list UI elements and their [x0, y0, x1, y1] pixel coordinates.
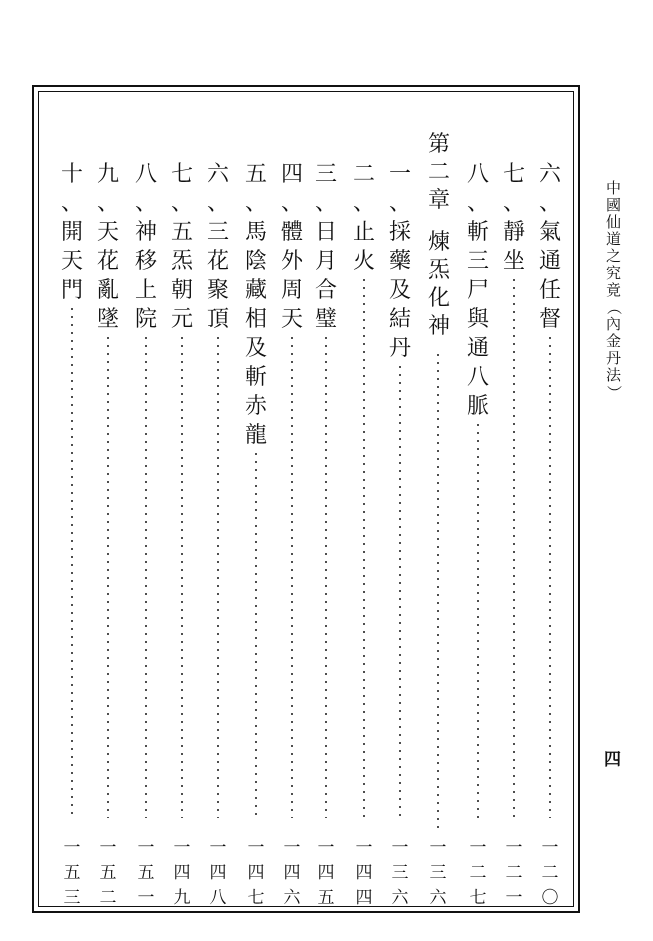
toc-char: 斬 — [467, 220, 490, 245]
dot-leader — [145, 334, 147, 818]
toc-page-number — [63, 836, 81, 911]
toc-char: 八 — [467, 365, 490, 390]
page-digit: 八 — [209, 888, 227, 908]
toc-entry-title — [389, 160, 411, 363]
toc-char: 相 — [245, 307, 268, 332]
toc-page-number — [137, 836, 155, 911]
page-digit: 四 — [247, 863, 265, 883]
toc-page-number — [283, 836, 301, 911]
running-title-char: 國 — [606, 196, 622, 214]
page-digit: 四 — [173, 863, 191, 883]
page-digit: 一 — [99, 838, 117, 858]
toc-char: 氣 — [539, 220, 562, 245]
toc-char: 一 — [389, 162, 412, 187]
chapter-title-char: 神 — [428, 314, 451, 339]
toc-entry-title — [353, 160, 375, 276]
toc-entry[interactable] — [135, 160, 157, 818]
page-digit: 二 — [99, 888, 117, 908]
toc-char: 墜 — [97, 307, 120, 332]
toc-char: 天 — [97, 220, 120, 245]
toc-char: 三 — [315, 162, 338, 187]
chapter-dot-leader — [437, 351, 439, 828]
toc-char: 合 — [315, 278, 338, 303]
toc-char: 火 — [353, 249, 376, 274]
dot-leader — [255, 450, 257, 818]
toc-char: 六 — [207, 162, 230, 187]
toc-char: 花 — [97, 249, 120, 274]
chapter-heading — [428, 131, 450, 341]
toc-char: 止 — [353, 220, 376, 245]
page-digit: 七 — [247, 888, 265, 908]
chapter-title-char: 煉 — [428, 230, 451, 255]
running-title-char: 金 — [606, 332, 622, 350]
toc-char: 移 — [135, 249, 158, 274]
toc-entry-title — [281, 160, 303, 334]
page-number: 四 — [604, 750, 621, 770]
toc-char: 、 — [245, 191, 268, 216]
page-digit: 一 — [505, 838, 523, 858]
toc-char: 亂 — [97, 278, 120, 303]
page-digit: 四 — [209, 863, 227, 883]
running-title-char: （ — [605, 299, 624, 316]
toc-char: 、 — [135, 191, 158, 216]
toc-entry[interactable] — [467, 160, 489, 818]
toc-page-number — [355, 836, 373, 911]
toc-entry[interactable] — [245, 160, 267, 818]
dot-leader — [549, 334, 551, 818]
dot-leader — [513, 276, 515, 818]
page-digit: 五 — [137, 863, 155, 883]
page-digit: 五 — [99, 863, 117, 883]
toc-char: 天 — [61, 249, 84, 274]
toc-char: 、 — [353, 191, 376, 216]
toc-page-number — [505, 836, 523, 911]
toc-char: 八 — [135, 162, 158, 187]
running-title — [605, 179, 624, 401]
page-digit: 一 — [469, 838, 487, 858]
running-title-char: ） — [605, 384, 624, 401]
toc-char: 坐 — [503, 249, 526, 274]
toc-char: 斬 — [245, 365, 268, 390]
toc-char: 日 — [315, 220, 338, 245]
toc-char: 三 — [207, 220, 230, 245]
page-digit: 二 — [469, 863, 487, 883]
page-digit: 一 — [317, 838, 335, 858]
page-digit: 一 — [173, 838, 191, 858]
page-digit: 四 — [283, 863, 301, 883]
chapter-title-char: 化 — [428, 286, 451, 311]
page-digit: 一 — [355, 838, 373, 858]
toc-char: 六 — [539, 162, 562, 187]
toc-char: 院 — [135, 307, 158, 332]
toc-char: 門 — [61, 278, 84, 303]
page-digit: 一 — [63, 838, 81, 858]
dot-leader — [325, 334, 327, 818]
toc-char: 、 — [171, 191, 194, 216]
toc-char: 體 — [281, 220, 304, 245]
page-digit: 五 — [317, 888, 335, 908]
toc-entry-title — [61, 160, 83, 305]
page-digit: 〇 — [541, 888, 559, 908]
toc-char: 五 — [245, 162, 268, 187]
toc-page-number — [469, 836, 487, 911]
page-digit: 一 — [137, 838, 155, 858]
toc-page-number — [173, 836, 191, 911]
toc-char: 藏 — [245, 278, 268, 303]
toc-entry[interactable] — [503, 160, 525, 818]
page-digit: 一 — [283, 838, 301, 858]
toc-char: 赤 — [245, 394, 268, 419]
dot-leader — [363, 276, 365, 818]
dot-leader — [71, 305, 73, 818]
page-digit: 七 — [469, 888, 487, 908]
toc-char: 脈 — [467, 394, 490, 419]
toc-char: 尸 — [467, 278, 490, 303]
toc-entry[interactable] — [315, 160, 337, 818]
dot-leader — [107, 334, 109, 818]
toc-page-number — [209, 836, 227, 911]
dot-leader — [291, 334, 293, 818]
toc-char: 朝 — [171, 278, 194, 303]
toc-char: 頂 — [207, 307, 230, 332]
running-title-char: 究 — [606, 264, 622, 282]
page-digit: 九 — [173, 888, 191, 908]
running-title-char: 內 — [606, 315, 622, 333]
toc-char: 採 — [389, 220, 412, 245]
toc-char: 、 — [281, 191, 304, 216]
toc-entry[interactable] — [281, 160, 303, 818]
toc-char: 九 — [97, 162, 120, 187]
chapter-label-char: 第 — [428, 132, 451, 157]
page-digit: 三 — [391, 863, 409, 883]
running-title-char: 竟 — [606, 281, 622, 299]
toc-entry-title — [171, 160, 193, 334]
toc-char: 八 — [467, 162, 490, 187]
toc-page-number — [541, 836, 559, 911]
toc-char: 炁 — [171, 249, 194, 274]
toc-char: 七 — [503, 162, 526, 187]
toc-entry-title — [97, 160, 119, 334]
toc-char: 結 — [389, 307, 412, 332]
toc-char: 、 — [389, 191, 412, 216]
dot-leader — [217, 334, 219, 818]
toc-char: 神 — [135, 220, 158, 245]
toc-char: 、 — [315, 191, 338, 216]
toc-char: 開 — [61, 220, 84, 245]
toc-char: 天 — [281, 307, 304, 332]
toc-char: 二 — [353, 162, 376, 187]
toc-char: 馬 — [245, 220, 268, 245]
toc-char: 、 — [503, 191, 526, 216]
page-digit: 六 — [391, 888, 409, 908]
page-digit: 六 — [283, 888, 301, 908]
page-digit: 一 — [137, 888, 155, 908]
toc-char: 元 — [171, 307, 194, 332]
toc-entry[interactable] — [97, 160, 119, 818]
toc-page-number — [391, 836, 409, 911]
page-digit: 五 — [63, 863, 81, 883]
toc-entry[interactable] — [389, 160, 411, 818]
toc-page-number — [317, 836, 335, 911]
toc-char: 、 — [207, 191, 230, 216]
running-title-char: 之 — [606, 247, 622, 265]
toc-entry[interactable] — [353, 160, 375, 818]
page-digit: 二 — [505, 863, 523, 883]
toc-char: 與 — [467, 307, 490, 332]
chapter-title-char: 炁 — [428, 258, 451, 283]
toc-char: 十 — [61, 162, 84, 187]
toc-char: 七 — [171, 162, 194, 187]
toc-char: 璧 — [315, 307, 338, 332]
toc-char: 靜 — [503, 220, 526, 245]
running-title-char: 法 — [606, 366, 622, 384]
dot-leader — [181, 334, 183, 818]
page-digit: 一 — [209, 838, 227, 858]
toc-char: 龍 — [245, 423, 268, 448]
toc-char: 丹 — [389, 336, 412, 361]
toc-char: 藥 — [389, 249, 412, 274]
toc-char: 四 — [281, 162, 304, 187]
toc-entry[interactable] — [61, 160, 83, 818]
toc-char: 督 — [539, 307, 562, 332]
page-digit: 四 — [317, 863, 335, 883]
toc-entry-title — [135, 160, 157, 334]
toc-char: 陰 — [245, 249, 268, 274]
toc-entry-title — [315, 160, 337, 334]
toc-entry[interactable] — [171, 160, 193, 818]
page-digit: 一 — [541, 838, 559, 858]
toc-char: 周 — [281, 278, 304, 303]
toc-entry[interactable] — [207, 160, 229, 818]
running-title-char: 道 — [606, 230, 622, 248]
running-title-char: 仙 — [606, 213, 622, 231]
toc-char: 及 — [245, 336, 268, 361]
running-title-char: 中 — [606, 179, 622, 197]
chapter-label-char: 章 — [428, 188, 451, 213]
toc-page-number — [99, 836, 117, 911]
page-digit: 六 — [429, 888, 447, 908]
page-digit: 一 — [391, 838, 409, 858]
page-digit: 一 — [429, 838, 447, 858]
toc-entry-title — [467, 160, 489, 421]
toc-entry-title — [207, 160, 229, 334]
page-digit: 四 — [355, 863, 373, 883]
toc-page-number — [247, 836, 265, 911]
toc-char: 、 — [539, 191, 562, 216]
toc-char: 、 — [97, 191, 120, 216]
toc-char: 花 — [207, 249, 230, 274]
dot-leader — [477, 421, 479, 818]
toc-char: 五 — [171, 220, 194, 245]
toc-char: 聚 — [207, 278, 230, 303]
page-digit: 二 — [541, 863, 559, 883]
page-digit: 一 — [505, 888, 523, 908]
toc-char: 任 — [539, 278, 562, 303]
chapter-label-char: 二 — [428, 160, 451, 185]
toc-entry-title — [539, 160, 561, 334]
toc-char: 月 — [315, 249, 338, 274]
running-title-char: 丹 — [606, 349, 622, 367]
chapter-page-number — [429, 836, 447, 911]
toc-entry-title — [503, 160, 525, 276]
toc-entry-title — [245, 160, 267, 450]
toc-char: 及 — [389, 278, 412, 303]
toc-char: 通 — [539, 249, 562, 274]
toc-char: 上 — [135, 278, 158, 303]
toc-entry[interactable] — [539, 160, 561, 818]
page-digit: 四 — [355, 888, 373, 908]
toc-char: 三 — [467, 249, 490, 274]
toc-char: 、 — [467, 191, 490, 216]
dot-leader — [399, 363, 401, 818]
page-digit: 三 — [429, 863, 447, 883]
page-digit: 三 — [63, 888, 81, 908]
toc-char: 外 — [281, 249, 304, 274]
toc-char: 、 — [61, 191, 84, 216]
toc-char: 通 — [467, 336, 490, 361]
page-digit: 一 — [247, 838, 265, 858]
